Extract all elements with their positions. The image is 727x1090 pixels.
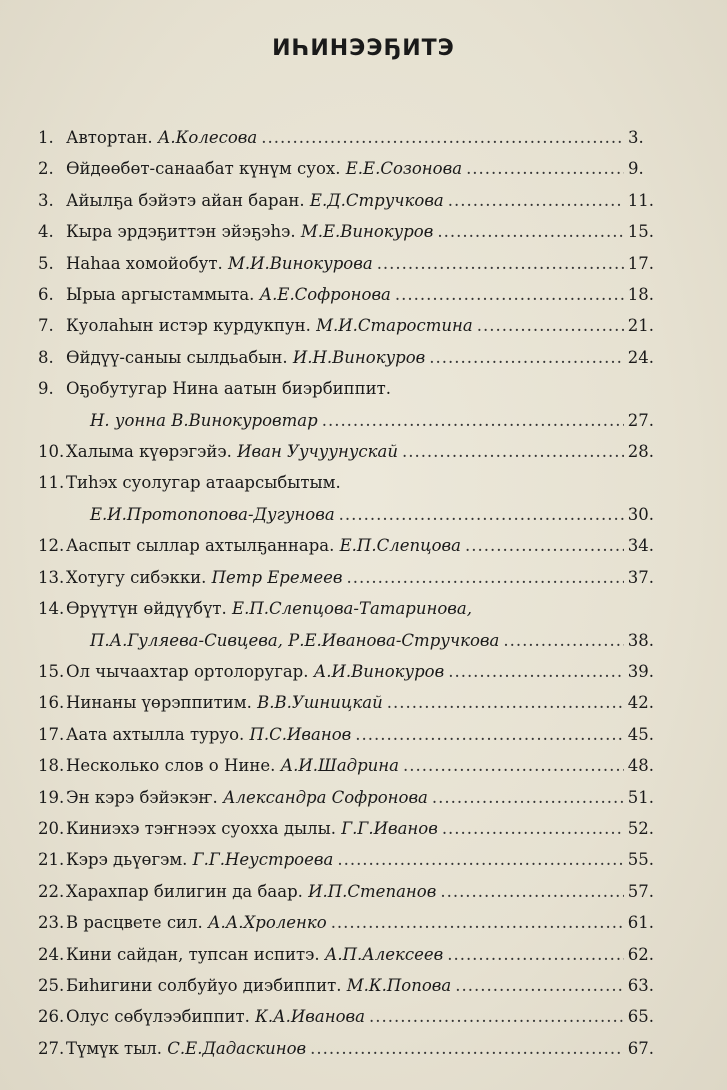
entry-title-wrap — [66, 1033, 306, 1064]
toc-line — [38, 813, 654, 844]
entry-title: Ааспыт сыллар ахтылҕаннара. — [66, 536, 335, 556]
entry-author: А.Е.Софронова — [259, 285, 391, 305]
entry-author: Е.Д.Стручкова — [309, 190, 444, 210]
toc-line — [38, 750, 654, 781]
dot-leader — [442, 813, 624, 844]
dot-leader — [403, 750, 624, 781]
toc-line — [38, 279, 654, 310]
toc-line — [38, 248, 654, 279]
page-number: 42. — [627, 693, 654, 713]
page-number: 9. — [628, 159, 644, 179]
dot-leader — [310, 1033, 624, 1064]
entry-author: Петр Еремеев — [211, 567, 343, 587]
page-number: 38. — [627, 630, 654, 650]
toc-line — [38, 876, 654, 907]
table-of-contents — [38, 122, 654, 1064]
dot-leader — [448, 656, 624, 687]
toc-line — [38, 719, 654, 750]
toc-line — [38, 373, 654, 404]
toc-line — [38, 562, 654, 593]
entry-title-wrap — [66, 750, 399, 781]
toc-entry — [38, 562, 654, 593]
entry-number: 13. — [38, 567, 65, 587]
entry-author: К.А.Иванова — [255, 1007, 365, 1027]
entry-title-wrap — [66, 216, 433, 247]
dot-leader — [402, 436, 624, 467]
toc-line — [38, 625, 654, 656]
entry-author: Г.Г.Иванов — [341, 818, 438, 838]
dot-leader — [339, 499, 624, 530]
dot-leader — [432, 782, 624, 813]
entry-title-wrap — [66, 342, 425, 373]
toc-entry — [38, 687, 654, 718]
toc-line — [38, 499, 654, 530]
entry-title: Ырыа аргыстаммыта. — [66, 285, 255, 305]
page-number: 51. — [627, 787, 654, 807]
entry-title-wrap — [66, 907, 327, 938]
toc-entry — [38, 530, 654, 561]
entry-title: Ол чычаахтар ортолоругар. — [66, 661, 309, 681]
entry-author: И.П.Степанов — [308, 881, 437, 901]
toc-line — [38, 216, 654, 247]
entry-title-wrap — [66, 970, 451, 1001]
entry-title-wrap — [66, 530, 461, 561]
toc-line — [38, 939, 654, 970]
entry-title: Нинаны үөрэппитим. — [66, 693, 252, 713]
entry-title-wrap — [66, 467, 341, 498]
toc-line — [38, 1033, 654, 1064]
toc-entry — [38, 310, 654, 341]
entry-author: Е.И.Протопопова-Дугунова — [90, 504, 335, 524]
entry-title: Түмүк тыл. — [66, 1038, 163, 1058]
dot-leader — [337, 844, 623, 875]
entry-author: А.И.Винокуров — [313, 661, 445, 681]
entry-author: Е.П.Слепцова — [339, 536, 461, 556]
entry-title: Эн кэрэ бэйэкэҥ. — [66, 787, 218, 807]
entry-author: Г.Г.Неустроева — [192, 850, 334, 870]
page-number: 15. — [627, 222, 654, 242]
entry-number: 8. — [38, 347, 54, 367]
toc-line — [38, 122, 654, 153]
dot-leader — [455, 970, 624, 1001]
entry-author: А.И.Шадрина — [280, 756, 400, 776]
toc-line — [38, 656, 654, 687]
entry-title: Кэрэ дьүөгэм. — [66, 850, 188, 870]
entry-title-wrap — [66, 687, 383, 718]
page-number: 27. — [627, 410, 654, 430]
entry-title-wrap — [66, 593, 472, 624]
toc-entry — [38, 216, 654, 247]
entry-author: М.Е.Винокуров — [300, 222, 434, 242]
entry-title-wrap — [66, 373, 391, 404]
dot-leader — [261, 122, 624, 153]
entry-number: 26. — [38, 1007, 65, 1027]
toc-entry — [38, 153, 654, 184]
entry-title-wrap — [66, 844, 333, 875]
entry-title-wrap — [66, 185, 444, 216]
dot-leader — [477, 310, 624, 341]
toc-entry — [38, 782, 654, 813]
entry-title: Халыма күөрэгэйэ. — [66, 442, 232, 462]
page-number: 28. — [627, 442, 654, 462]
page-number: 3. — [628, 128, 644, 147]
toc-entry — [38, 750, 654, 781]
entry-number: 23. — [38, 913, 65, 933]
dot-leader — [369, 1001, 624, 1032]
toc-line — [38, 844, 654, 875]
entry-title: Автортан. — [66, 128, 153, 147]
page-number: 34. — [627, 536, 654, 556]
entry-title-wrap — [66, 436, 398, 467]
toc-line — [38, 782, 654, 813]
page-number: 17. — [627, 253, 654, 273]
page-number: 61. — [627, 913, 654, 933]
dot-leader — [355, 719, 623, 750]
entry-title: Куолаһын истэр курдукпун. — [66, 316, 311, 336]
entry-title-wrap — [66, 656, 444, 687]
entry-title-wrap — [66, 310, 473, 341]
dot-leader — [437, 216, 623, 247]
entry-title: Кини сайдан, тупсан испитэ. — [66, 944, 320, 964]
toc-entry — [38, 939, 654, 970]
entry-author: М.К.Попова — [346, 975, 452, 995]
dot-leader — [440, 876, 623, 907]
toc-line — [38, 342, 654, 373]
entry-title-wrap — [90, 405, 318, 436]
entry-title: Несколько слов о Нине. — [66, 756, 276, 776]
entry-number: 4. — [38, 222, 54, 242]
dot-leader — [429, 342, 624, 373]
entry-title: Өйдүү-саныы сылдьабын. — [66, 347, 288, 367]
page-number: 57. — [627, 881, 654, 901]
toc-entry — [38, 1001, 654, 1032]
page-number: 21. — [627, 316, 654, 336]
entry-title-wrap — [66, 279, 391, 310]
entry-title: Тиһэх суолугар атаарсыбытым. — [66, 473, 341, 493]
entry-author: М.И.Старостина — [316, 316, 473, 336]
entry-title: Өрүүтүн өйдүүбүт. — [66, 599, 227, 619]
page-number: 11. — [627, 190, 654, 210]
entry-title: Оҕобутугар Нина аатын биэрбиппит. — [66, 379, 392, 399]
entry-number: 1. — [38, 128, 54, 147]
entry-number: 7. — [38, 316, 54, 336]
toc-line — [38, 153, 654, 184]
dot-leader — [346, 562, 623, 593]
toc-line — [38, 593, 654, 624]
entry-title: Хотугу сибэкки. — [66, 567, 207, 587]
entry-author: П.А.Гуляева-Сивцева, Р.Е.Иванова-Стручкова — [90, 630, 500, 650]
entry-title: Биһигини солбуйуо диэбиппит. — [66, 975, 342, 995]
toc-entry — [38, 1033, 654, 1064]
entry-author: Иван Уучуунускай — [237, 442, 398, 462]
entry-author: В.В.Ушницкай — [257, 693, 383, 713]
entry-author: Александра Софронова — [223, 787, 428, 807]
entry-title-wrap — [66, 1001, 365, 1032]
dot-leader — [377, 248, 624, 279]
dot-leader — [465, 530, 624, 561]
page-number: 67. — [627, 1038, 654, 1058]
toc-entry — [38, 279, 654, 310]
entry-number: 27. — [38, 1038, 65, 1058]
page-number: 24. — [627, 347, 654, 367]
page-number: 65. — [627, 1007, 654, 1027]
page-number: 52. — [627, 818, 654, 838]
page-number: 18. — [627, 285, 654, 305]
entry-author: П.С.Иванов — [249, 724, 352, 744]
entry-number: 25. — [38, 975, 65, 995]
entry-number: 9. — [38, 379, 54, 399]
entry-number: 2. — [38, 159, 54, 179]
entry-title: Аата ахтылла туруо. — [66, 724, 245, 744]
dot-leader — [387, 687, 624, 718]
entry-title-wrap — [66, 813, 438, 844]
toc-entry — [38, 844, 654, 875]
entry-title: Харахпар билигин да баар. — [66, 881, 303, 901]
entry-author: Н. уонна В.Винокуровтар — [90, 410, 318, 430]
toc-line — [38, 436, 654, 467]
entry-number: 5. — [38, 253, 54, 273]
entry-title: Өйдөөбөт-санаабат күнүм суох. — [66, 159, 341, 179]
toc-line — [38, 970, 654, 1001]
entry-number: 24. — [38, 944, 65, 964]
entry-number: 17. — [38, 724, 65, 744]
toc-entry — [38, 467, 654, 530]
entry-number: 15. — [38, 661, 65, 681]
entry-author: М.И.Винокурова — [227, 253, 373, 273]
entry-number: 10. — [38, 442, 65, 462]
entry-title-wrap — [90, 625, 499, 656]
page-number: 55. — [627, 850, 654, 870]
entry-number: 16. — [38, 693, 65, 713]
page-number: 39. — [627, 661, 654, 681]
entry-number: 20. — [38, 818, 65, 838]
toc-entry — [38, 907, 654, 938]
entry-title: В расцвете сил. — [66, 913, 203, 933]
entry-title-wrap — [66, 122, 257, 153]
entry-title: Киниэхэ тэҥнээх суохха дылы. — [66, 818, 336, 838]
entry-number: 3. — [38, 190, 54, 210]
toc-entry — [38, 656, 654, 687]
entry-number: 19. — [38, 787, 65, 807]
entry-title-wrap — [66, 153, 462, 184]
entry-author: Е.Е.Созонова — [345, 159, 463, 179]
entry-number: 6. — [38, 285, 54, 305]
dot-leader — [331, 907, 624, 938]
entry-author: Е.П.Слепцова-Татаринова, — [232, 599, 472, 619]
entry-title-wrap — [66, 719, 351, 750]
entry-number: 11. — [38, 473, 65, 493]
entry-author: А.А.Хроленко — [208, 913, 327, 933]
entry-title-wrap — [66, 782, 428, 813]
entry-author: И.Н.Винокуров — [292, 347, 426, 367]
entry-author: А.П.Алексеев — [324, 944, 444, 964]
dot-leader — [466, 153, 624, 184]
page-number: 48. — [627, 756, 654, 776]
toc-entry — [38, 436, 654, 467]
toc-entry — [38, 373, 654, 436]
toc-entry — [38, 185, 654, 216]
dot-leader — [503, 625, 623, 656]
entry-number: 14. — [38, 599, 65, 619]
dot-leader — [395, 279, 624, 310]
toc-entry — [38, 342, 654, 373]
dot-leader — [448, 185, 624, 216]
toc-entry — [38, 248, 654, 279]
toc-line — [38, 467, 654, 498]
entry-title: Кыра эрдэҕиттэн эйэҕэһэ. — [66, 222, 296, 242]
entry-title-wrap — [66, 562, 342, 593]
page-number: 63. — [627, 975, 654, 995]
toc-line — [38, 185, 654, 216]
toc-entry — [38, 876, 654, 907]
entry-number: 22. — [38, 881, 65, 901]
entry-title: Олус сөбүлээбиппит. — [66, 1007, 250, 1027]
entry-title-wrap — [66, 876, 436, 907]
toc-entry — [38, 970, 654, 1001]
dot-leader — [447, 939, 624, 970]
entry-author: С.Е.Дадаскинов — [167, 1038, 307, 1058]
entry-title-wrap — [90, 499, 335, 530]
toc-line — [38, 687, 654, 718]
entry-title-wrap — [66, 939, 443, 970]
page-number: 45. — [627, 724, 654, 744]
entry-title: Наһаа хомойобут. — [66, 253, 223, 273]
toc-line — [38, 310, 654, 341]
entry-number: 21. — [38, 850, 65, 870]
toc-entry — [38, 719, 654, 750]
entry-author: А.Колесова — [157, 128, 258, 147]
page-title: ИҺИНЭЭҔИТЭ — [272, 36, 455, 61]
entry-title-wrap — [66, 248, 373, 279]
entry-number: 18. — [38, 756, 65, 776]
dot-leader — [322, 405, 624, 436]
toc-entry — [38, 593, 654, 656]
entry-number: 12. — [38, 536, 65, 556]
page-number: 37. — [627, 567, 654, 587]
toc-line — [38, 1001, 654, 1032]
toc-line — [38, 530, 654, 561]
page-number: 62. — [627, 944, 654, 964]
toc-entry — [38, 122, 654, 153]
page-number: 30. — [627, 504, 654, 524]
toc-entry — [38, 813, 654, 844]
toc-line — [38, 405, 654, 436]
toc-line — [38, 907, 654, 938]
entry-title: Айылҕа бэйэтэ айан баран. — [66, 190, 305, 210]
